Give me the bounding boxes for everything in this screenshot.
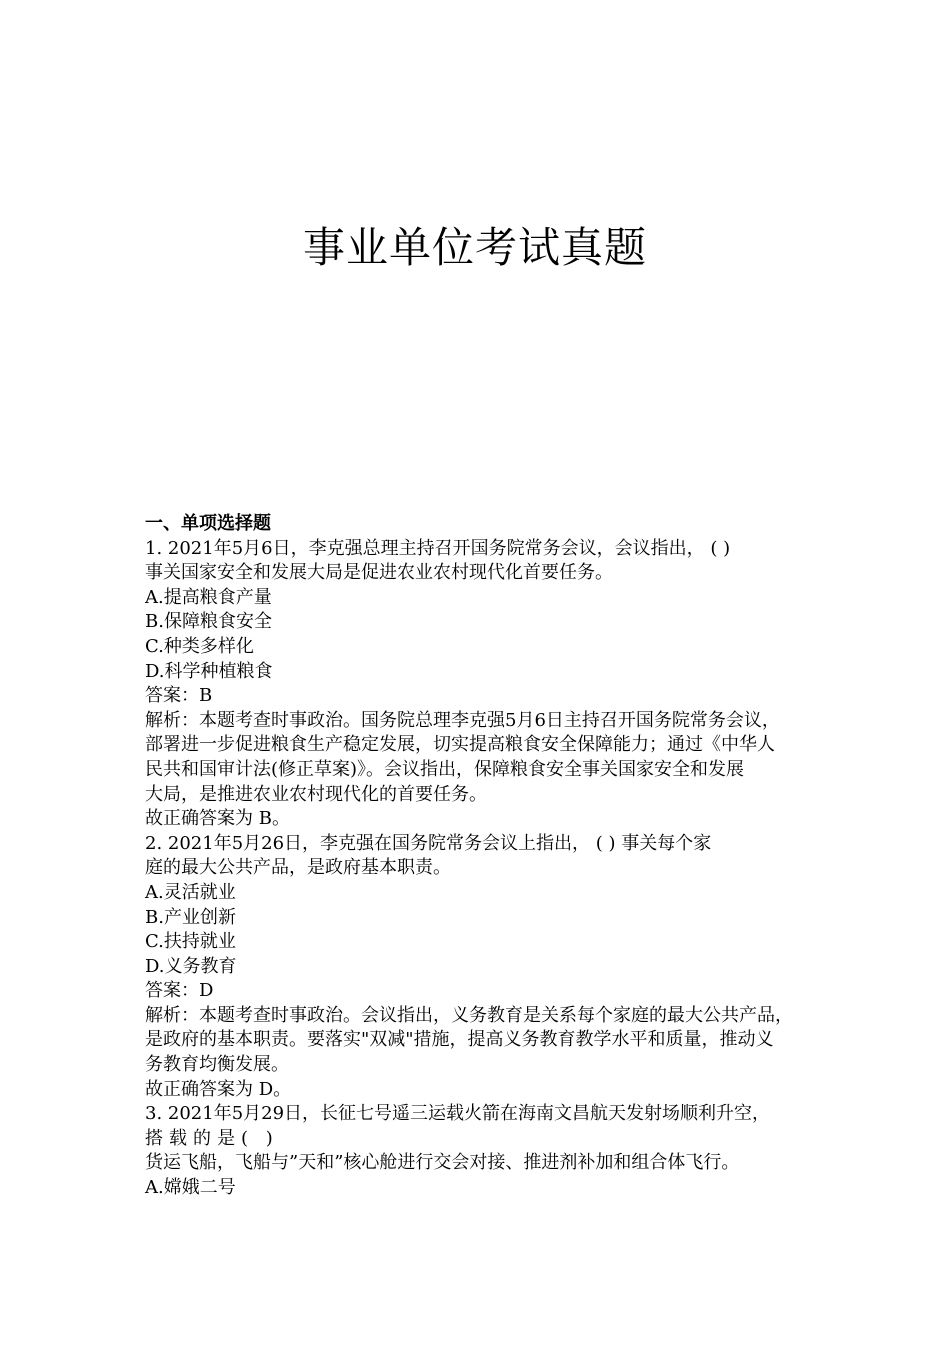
question-stem-line: 事关国家安全和发展大局是促进农业农村现代化首要任务。 — [145, 562, 613, 584]
question-1 — [145, 537, 815, 832]
analysis-line: 大局，是推进农业农村现代化的首要任务。 — [145, 783, 487, 805]
option-d: D.义务教育 — [145, 955, 237, 977]
analysis-line: 部署进一步促进粮食生产稳定发展，切实提高粮食安全保障能力；通过《中华人 — [145, 734, 775, 756]
option-d: D.科学种植粮食 — [145, 660, 273, 682]
section-heading: 一、单项选择题 — [145, 513, 271, 534]
document-title: 事业单位考试真题 — [302, 223, 647, 272]
question-stem-line: 3. 2021年5月29日，长征七号遥三运载火箭在海南文昌航天发射场顺利升空， — [145, 1103, 771, 1125]
option-a: A.嫦娥二号 — [145, 1177, 236, 1199]
question-stem-line: 搭载的是( ) — [145, 1127, 279, 1149]
question-stem-line: 1. 2021年5月6日，李克强总理主持召开国务院常务会议，会议指出， ( ) — [145, 537, 731, 559]
option-a: A.灵活就业 — [145, 881, 236, 903]
analysis-line: 解析：本题考查时事政治。国务院总理李克强5月6日主持召开国务院常务会议， — [145, 709, 780, 731]
answer: 答案：B — [145, 685, 213, 707]
question-stem-line: 2. 2021年5月26日，李克强在国务院常务会议上指出， ( ) 事关每个家 — [145, 832, 712, 854]
question-2 — [145, 832, 815, 1103]
document-body — [145, 512, 815, 1201]
conclusion: 故正确答案为 D。 — [145, 1078, 292, 1100]
question-stem-line: 庭的最大公共产品，是政府基本职责。 — [145, 857, 451, 879]
question-3 — [145, 1102, 815, 1200]
option-a: A.提高粮食产量 — [145, 586, 272, 608]
answer: 答案：D — [145, 980, 214, 1002]
question-stem-line: 货运飞船，飞船与”天和”核心舱进行交会对接、推进剂补加和组合体飞行。 — [145, 1152, 740, 1174]
option-b: B.产业创新 — [145, 906, 236, 928]
option-c: C.扶持就业 — [145, 931, 236, 953]
analysis-line: 是政府的基本职责。要落实"双减"措施，提高义务教育教学水平和质量，推动义 — [145, 1029, 774, 1051]
option-c: C.种类多样化 — [145, 635, 254, 657]
analysis-line: 解析：本题考查时事政治。会议指出，义务教育是关系每个家庭的最大公共产品， — [145, 1004, 793, 1026]
analysis-line: 务教育均衡发展。 — [145, 1054, 289, 1076]
conclusion: 故正确答案为 B。 — [145, 808, 290, 830]
analysis-line: 民共和国审计法(修正草案)》。会议指出，保障粮食安全事关国家安全和发展 — [145, 758, 745, 780]
option-b: B.保障粮食安全 — [145, 611, 272, 633]
